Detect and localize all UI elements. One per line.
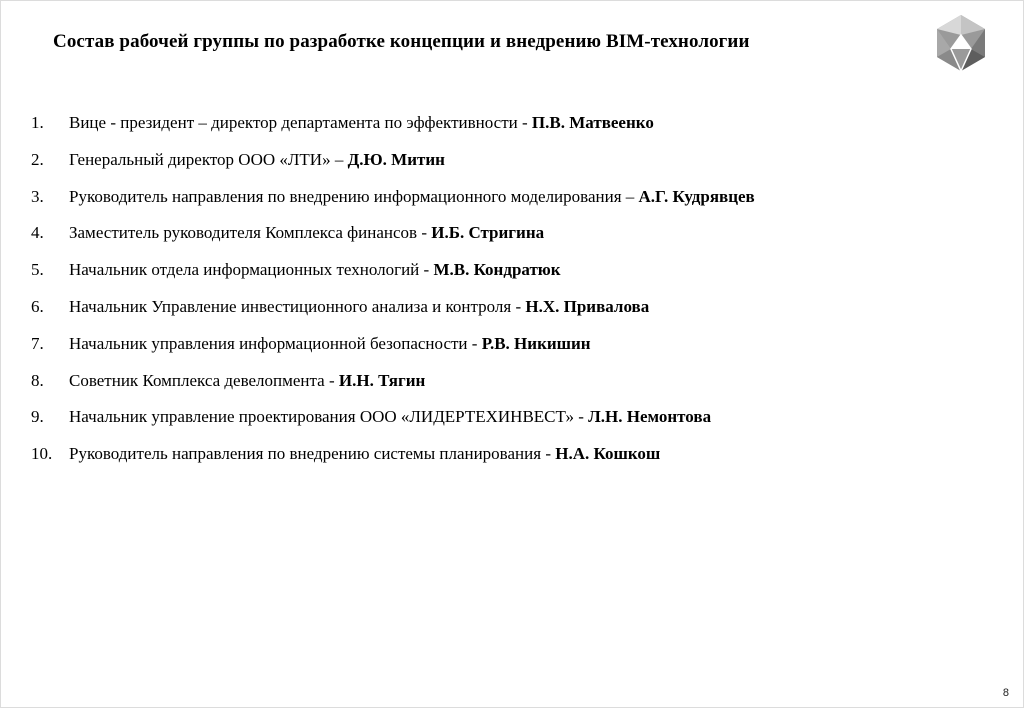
list-item-number: 8.: [31, 370, 44, 390]
list-item-number: 9.: [31, 407, 44, 427]
list-item-text: [69, 111, 654, 135]
slide-title: Состав рабочей группы по разработке концепции и внедрению BIM-технологии: [53, 31, 750, 52]
list-item: [31, 442, 991, 479]
list-item: [31, 295, 991, 332]
member-role: Руководитель направления по внедрению информационного моделирования: [69, 186, 622, 206]
list-item-number: 1.: [31, 113, 44, 132]
member-name: А.Г. Кудрявцев: [638, 186, 755, 206]
list-item: [31, 221, 991, 258]
member-name: И.Б. Стригина: [431, 223, 545, 243]
list-item-text: [69, 442, 660, 466]
member-name: П.В. Матвеенко: [531, 113, 654, 132]
list-item-number: 4.: [31, 223, 44, 243]
member-name: М.В. Кондратюк: [433, 260, 561, 280]
member-name: Л.Н. Немонтова: [588, 407, 712, 427]
member-role: Начальник управление проектирования ООО «ЛИДЕРТЕХИНВЕСТ»: [69, 407, 574, 427]
member-separator: -: [517, 113, 532, 132]
list-item: [31, 258, 991, 295]
list-item-number: 6.: [31, 296, 44, 316]
list-item-text: [69, 258, 561, 282]
list-item-number: 2.: [31, 149, 44, 169]
list-item-number: 7.: [31, 333, 44, 353]
list-item-text: [69, 221, 544, 245]
member-separator: -: [541, 444, 556, 464]
member-separator: -: [467, 333, 482, 353]
company-logo-icon: [931, 13, 991, 73]
member-role: Руководитель направления по внедрению системы планирования: [69, 444, 542, 464]
member-name: Н.Х. Привалова: [525, 296, 650, 316]
member-separator: –: [330, 149, 348, 169]
member-role: Начальник отдела информационных технологий: [69, 260, 420, 280]
member-separator: -: [419, 260, 434, 280]
list-item-text: [69, 185, 755, 209]
logo-graphic: [931, 13, 991, 73]
page-number: 8: [1002, 687, 1009, 699]
member-name: Д.Ю. Митин: [347, 149, 445, 169]
list-item-text: [69, 405, 711, 429]
member-role: Заместитель руководителя Комплекса финансов: [69, 223, 418, 243]
member-separator: -: [324, 370, 339, 390]
list-item: [31, 111, 991, 148]
member-role: Начальник управления информационной безопасности: [69, 333, 468, 353]
member-separator: -: [511, 296, 526, 316]
list-item: [31, 185, 991, 222]
member-name: Н.А. Кошкош: [555, 444, 661, 464]
member-role: Вице - президент – директор департамента по эффективности: [69, 113, 518, 132]
list-item-number: 3.: [31, 186, 44, 206]
member-role: Начальник Управление инвестиционного анализа и контроля: [69, 296, 512, 316]
list-item-text: [69, 369, 425, 393]
list-item: [31, 405, 991, 442]
member-list: [31, 111, 991, 479]
list-item-text: [69, 295, 649, 319]
member-role: Генеральный директор ООО «ЛТИ»: [69, 149, 331, 169]
list-item: [31, 332, 991, 369]
list-item: [31, 148, 991, 185]
member-name: И.Н. Тягин: [338, 370, 426, 390]
list-item-text: [69, 148, 445, 172]
list-item-number: 10.: [31, 444, 53, 464]
list-item: [31, 369, 991, 406]
member-separator: -: [573, 407, 589, 427]
member-name: Р.В. Никишин: [481, 333, 591, 353]
member-role: Советник Комплекса девелопмента: [69, 370, 325, 390]
member-separator: –: [621, 186, 639, 206]
list-item-text: [69, 332, 591, 356]
list-item-number: 5.: [31, 260, 44, 280]
member-separator: -: [417, 223, 432, 243]
